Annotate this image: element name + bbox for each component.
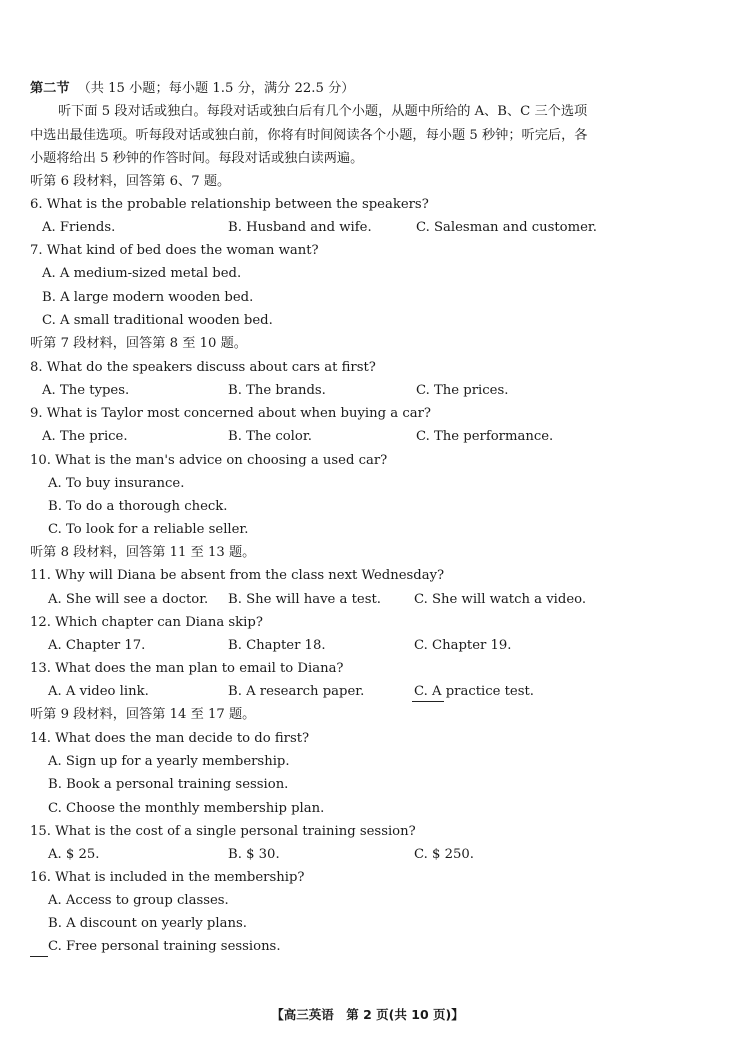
option-a: A. The types. — [42, 383, 130, 398]
option-c: C. She will watch a video. — [414, 592, 587, 607]
question-stem: 15. What is the cost of a single personal training session? — [30, 824, 416, 839]
option-a: A. She will see a doctor. — [48, 592, 209, 607]
option-b: B. The color. — [228, 429, 312, 444]
option-c: C. Chapter 19. — [414, 638, 512, 653]
question-stem: 9. What is Taylor most concerned about when buying a car? — [30, 406, 431, 421]
section-intro-line: 中选出最佳选项。听每段对话或独白前，你将有时间阅读各个小题，每小题 5 秒钟；听完后，各 — [30, 128, 588, 143]
group-label: 听第 8 段材料，回答第 11 至 13 题。 — [30, 545, 256, 560]
group-label: 听第 6 段材料，回答第 6、7 题。 — [30, 174, 231, 189]
question-stem: 8. What do the speakers discuss about cars at first? — [30, 360, 376, 375]
option-c: C. $ 250. — [414, 847, 474, 862]
option-a: A. Sign up for a yearly membership. — [48, 754, 290, 769]
question-stem: 10. What is the man's advice on choosing a used car? — [30, 453, 388, 468]
option-b: B. Chapter 18. — [228, 638, 326, 653]
question-stem: 6. What is the probable relationship between the speakers? — [30, 197, 429, 212]
question-stem: 12. Which chapter can Diana skip? — [30, 615, 263, 630]
option-a: A. A video link. — [48, 684, 149, 699]
option-a: A. To buy insurance. — [48, 476, 185, 491]
pencil-underline — [412, 701, 444, 702]
question-stem: 13. What does the man plan to email to Diana? — [30, 661, 344, 676]
option-c: C. A small traditional wooden bed. — [42, 313, 273, 328]
option-c: C. Choose the monthly membership plan. — [48, 801, 325, 816]
group-label: 听第 9 段材料，回答第 14 至 17 题。 — [30, 707, 256, 722]
question-stem: 14. What does the man decide to do first? — [30, 731, 310, 746]
option-a: A. A medium-sized metal bed. — [42, 266, 242, 281]
option-c: C. The performance. — [416, 429, 554, 444]
section-rule: （共 15 小题；每小题 1.5 分，满分 22.5 分） — [77, 81, 355, 96]
option-b: B. To do a thorough check. — [48, 499, 228, 514]
option-a: A. $ 25. — [48, 847, 100, 862]
question-stem: 16. What is included in the membership? — [30, 870, 305, 885]
section-heading — [30, 80, 354, 98]
option-c: C. To look for a reliable seller. — [48, 522, 249, 537]
section-intro-line: 小题将给出 5 秒钟的作答时间。每段对话或独白读两遍。 — [30, 151, 364, 166]
option-a: A. Chapter 17. — [48, 638, 146, 653]
option-b: B. Husband and wife. — [228, 220, 372, 235]
option-b: B. $ 30. — [228, 847, 280, 862]
option-c: C. Free personal training sessions. — [48, 939, 281, 954]
option-a: A. Friends. — [42, 220, 116, 235]
section-title: 第二节 — [30, 81, 70, 96]
option-b: B. She will have a test. — [228, 592, 381, 607]
option-b: B. A research paper. — [228, 684, 365, 699]
group-label: 听第 7 段材料，回答第 8 至 10 题。 — [30, 336, 247, 351]
option-c: C. The prices. — [416, 383, 509, 398]
option-b: B. A discount on yearly plans. — [48, 916, 247, 931]
option-c: C. Salesman and customer. — [416, 220, 597, 235]
pencil-underline — [30, 956, 48, 957]
option-b: B. Book a personal training session. — [48, 777, 289, 792]
option-b: B. The brands. — [228, 383, 326, 398]
question-stem: 11. Why will Diana be absent from the class next Wednesday? — [30, 568, 445, 583]
option-b: B. A large modern wooden bed. — [42, 290, 254, 305]
page-footer: 【高三英语 第 2 页(共 10 页)】 — [271, 1007, 464, 1022]
option-c: C. A practice test. — [414, 684, 534, 699]
option-a: A. The price. — [42, 429, 128, 444]
option-a: A. Access to group classes. — [48, 893, 229, 908]
section-intro-line: 听下面 5 段对话或独白。每段对话或独白后有几个小题，从题中所给的 A、B、C 三个选项 — [58, 104, 588, 119]
question-stem: 7. What kind of bed does the woman want? — [30, 243, 319, 258]
